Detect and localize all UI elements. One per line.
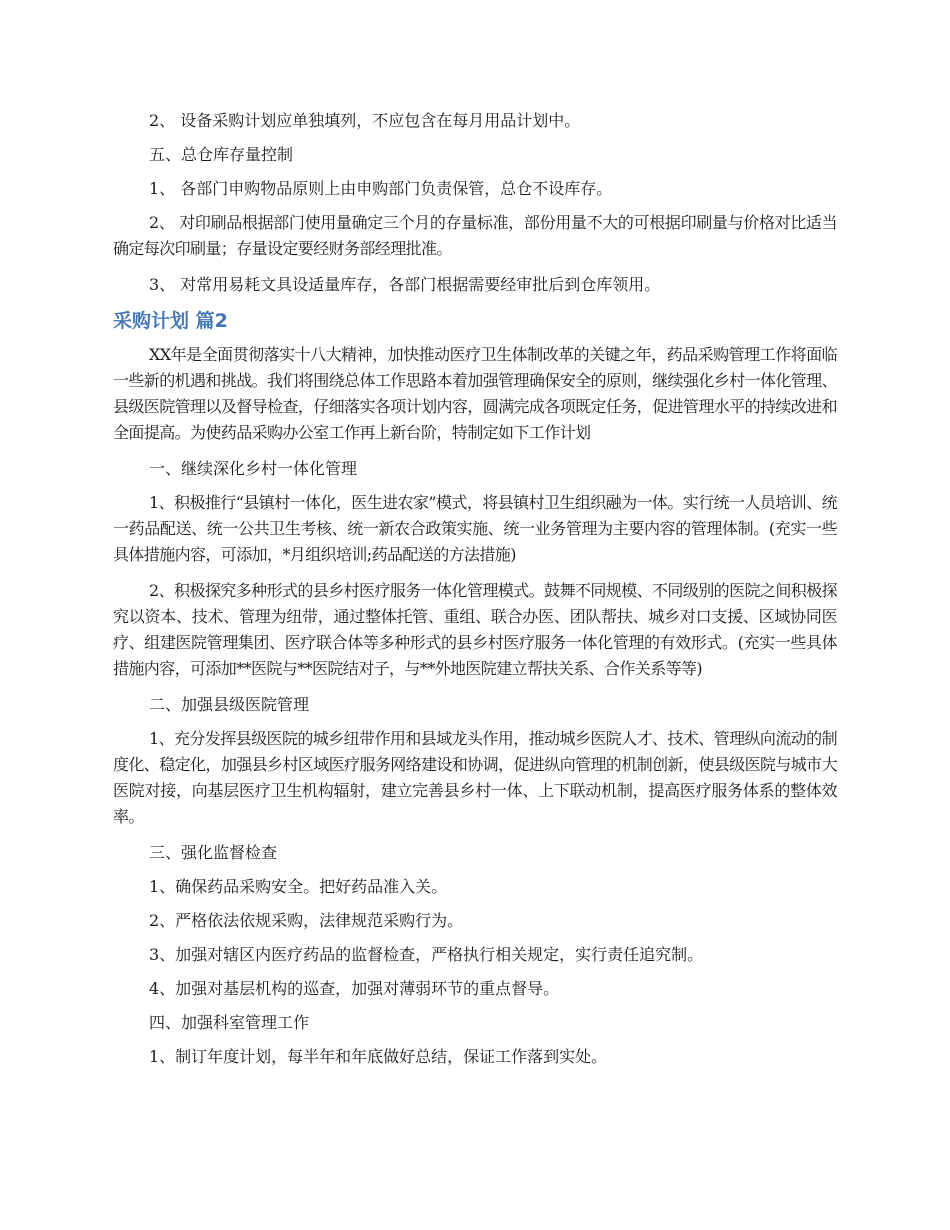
article-heading: 采购计划 篇2 xyxy=(113,310,228,332)
paragraph: 2、严格依法依规采购，法律规范采购行为。 xyxy=(149,911,464,930)
paragraph: 1、制订年度计划，每半年和年底做好总结，保证工作落到实处。 xyxy=(149,1047,608,1066)
paragraph: 4、加强对基层机构的巡查，加强对薄弱环节的重点督导。 xyxy=(149,979,560,998)
paragraph: 3、加强对辖区内医疗药品的监督检查，严格执行相关规定，实行责任追究制。 xyxy=(149,945,704,964)
section-title: 五、总仓库存量控制 xyxy=(149,145,294,164)
section-title: 二、加强县级医院管理 xyxy=(149,695,310,714)
section-title: 一、继续深化乡村一体化管理 xyxy=(149,459,358,478)
section-title: 三、强化监督检查 xyxy=(149,843,278,862)
paragraph: 1、充分发挥县级医院的城乡纽带作用和县域龙头作用，推动城乡医院人才、技术、管理纵向流动的制度化、稳定化，加强县乡村区域医疗服务网络建设和协调，促进纵向管理的机制创新，使县级医院与城市大医院对接，向基层医疗卫生机构辐射，建立完善县乡村一体、上下联动机制，提高医疗服务体系的整体效率。 xyxy=(113,729,837,826)
paragraph: 1、确保药品采购安全。把好药品准入关。 xyxy=(149,877,448,896)
paragraph: 1、 各部门申购物品原则上由申购部门负责保管，总仓不设库存。 xyxy=(149,179,613,198)
paragraph: 2、 设备采购计划应单独填列，不应包含在每月用品计划中。 xyxy=(149,111,581,130)
section-title: 四、加强科室管理工作 xyxy=(149,1013,310,1032)
paragraph: 2、积极探究多种形式的县乡村医疗服务一体化管理模式。鼓舞不同规模、不同级别的医院之间积极探究以资本、技术、管理为纽带，通过整体托管、重组、联合办医、团队帮扶、城乡对口支援、区域协同医疗、组建医院管理集团、医疗联合体等多种形式的县乡村医疗服务一体化管理的有效形式。(充实一些具体措施内容，可添加**医院与**医院结对子，与**外地医院建立帮扶关系、合作关系等等) xyxy=(113,581,837,678)
paragraph: 3、 对常用易耗文具设适量库存，各部门根据需要经审批后到仓库领用。 xyxy=(149,275,661,294)
paragraph: 1、积极推行“县镇村一体化，医生进农家”模式，将县镇村卫生组织融为一体。实行统一人员培训、统一药品配送、统一公共卫生考核、统一新农合政策实施、统一业务管理为主要内容的管理体制。(充实一些具体措施内容，可添加，*月组织培训;药品配送的方法措施) xyxy=(113,493,837,564)
document-body xyxy=(113,108,837,1078)
paragraph: 2、 对印刷品根据部门使用量确定三个月的存量标准，部份用量不大的可根据印刷量与价格对比适当确定每次印刷量；存量设定要经财务部经理批准。 xyxy=(113,213,837,258)
paragraph: XX年是全面贯彻落实十八大精神，加快推动医疗卫生体制改革的关键之年，药品采购管理工作将面临一些新的机遇和挑战。我们将围绕总体工作思路本着加强管理确保安全的原则，继续强化乡村一体化管理、县级医院管理以及督导检查，仔细落实各项计划内容，圆满完成各项既定任务，促进管理水平的持续改进和全面提高。为使药品采购办公室工作再上新台阶，特制定如下工作计划 xyxy=(113,345,837,442)
